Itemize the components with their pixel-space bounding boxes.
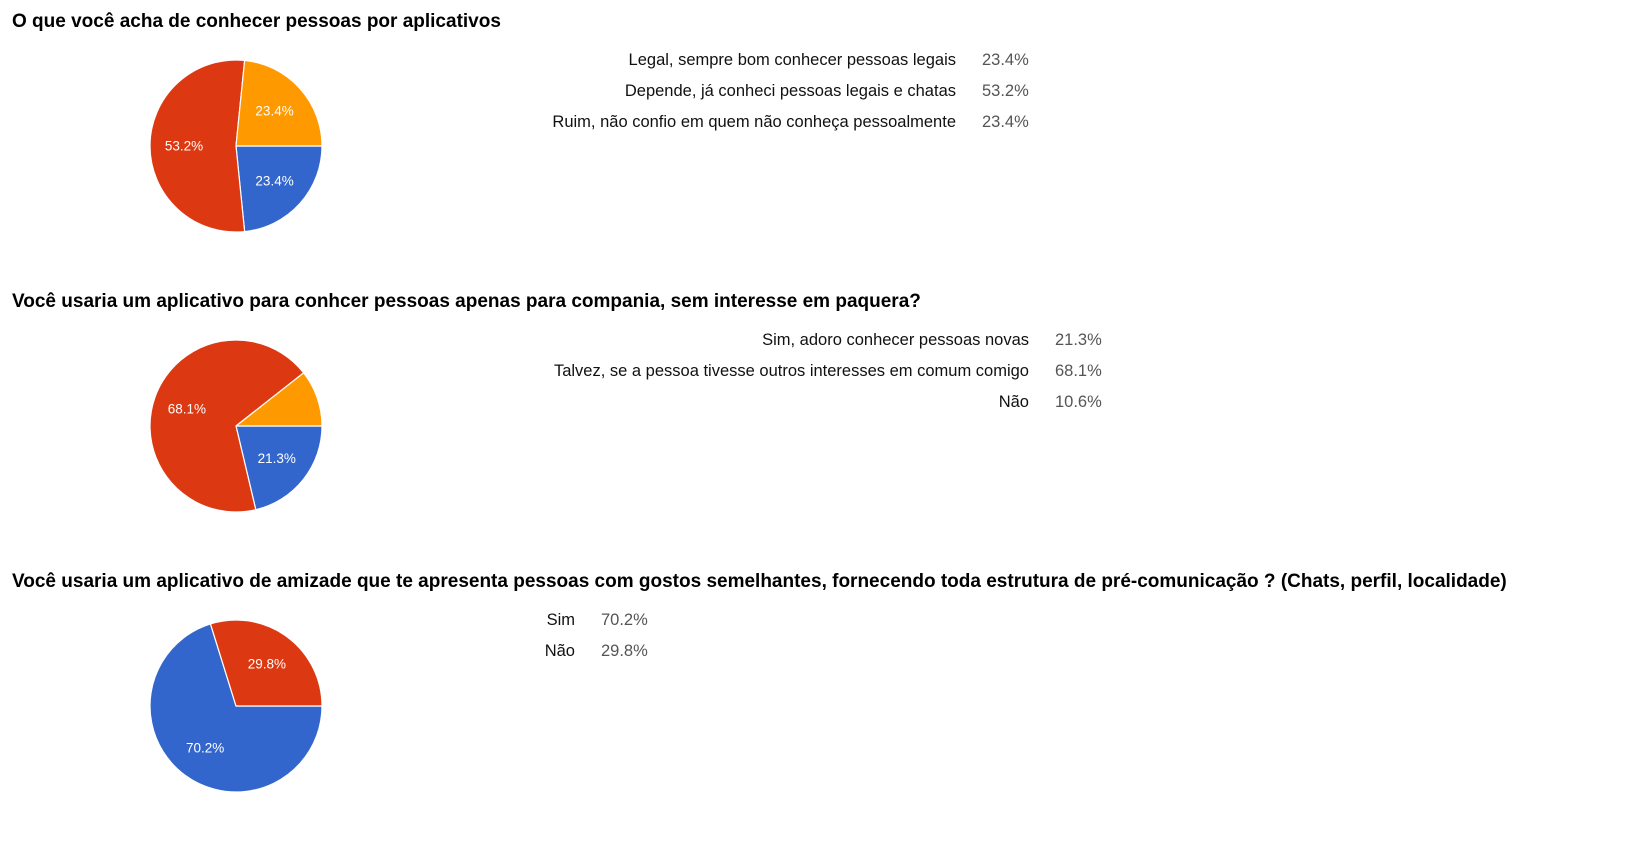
legend-value: 23.4% [982, 113, 1029, 131]
legend-label: Sim [546, 611, 575, 629]
legend-label: Sim, adoro conhecer pessoas novas [762, 331, 1029, 349]
legend-value: 70.2% [601, 611, 648, 629]
legend-row [540, 387, 1102, 418]
legend-row [540, 76, 1029, 107]
question-1-title: O que você acha de conhecer pessoas por aplicativos [12, 11, 501, 32]
pie-slice-label: 21.3% [257, 450, 296, 466]
question-3 [0, 560, 1651, 840]
legend-row [540, 325, 1102, 356]
legend-label: Depende, já conheci pessoas legais e chatas [624, 82, 956, 100]
legend-row [540, 107, 1029, 138]
question-2-pie-slices [150, 340, 322, 512]
legend-value: 29.8% [601, 642, 648, 660]
question-3-title: Você usaria um aplicativo de amizade que te apresenta pessoas com gostos semelhantes, fornecendo toda estrutura de pré-comunicação ? (Chats, perfil, localidade) [12, 571, 1507, 592]
legend-label: Legal, sempre bom conhecer pessoas legais [628, 51, 956, 69]
legend-value: 23.4% [982, 51, 1029, 69]
pie-slice-label: 29.8% [247, 656, 286, 672]
legend-row [540, 45, 1029, 76]
question-3-pie-chart [150, 620, 322, 792]
question-2-title: Você usaria um aplicativo para conhcer pessoas apenas para compania, sem interesse em paquera? [12, 291, 921, 312]
legend-value: 53.2% [982, 82, 1029, 100]
question-2-pie-chart [150, 340, 322, 512]
pie-slice-label: 23.4% [255, 173, 294, 189]
question-3-pie-slices [150, 620, 322, 792]
question-2 [0, 280, 1651, 560]
legend-label: Ruim, não confio em quem não conheça pessoalmente [552, 113, 956, 131]
question-2-legend [540, 325, 1102, 418]
legend-value: 10.6% [1055, 393, 1102, 411]
pie-slice-label: 68.1% [167, 401, 207, 417]
legend-value: 21.3% [1055, 331, 1102, 349]
pie-slice-label: 70.2% [186, 740, 225, 756]
question-3-legend [540, 605, 648, 667]
legend-label: Talvez, se a pessoa tivesse outros interesses em comum comigo [553, 362, 1029, 380]
legend-value: 68.1% [1055, 362, 1102, 380]
legend-row [540, 356, 1102, 387]
legend-label: Não [544, 642, 575, 660]
legend-label: Não [998, 393, 1029, 411]
legend-row [540, 636, 648, 667]
legend-row [540, 605, 648, 636]
pie-slice [236, 146, 322, 232]
question-1-pie-chart [150, 60, 322, 232]
question-1 [0, 0, 1651, 280]
pie-slice-label: 53.2% [164, 138, 204, 154]
question-1-legend [540, 45, 1029, 138]
pie-slice-label: 23.4% [255, 103, 294, 119]
